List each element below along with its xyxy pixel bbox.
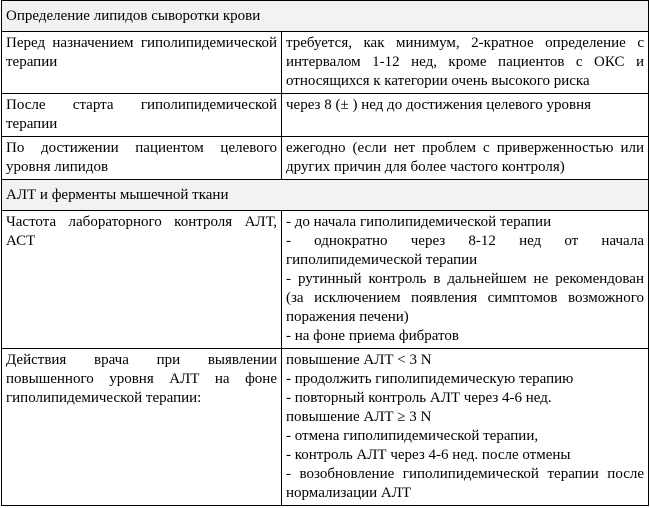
- list-item: - однократно через 8-12 нед от начала гиполипидемической терапии: [286, 233, 644, 268]
- list-item: - до начала гиполипидемической терапии: [286, 214, 552, 230]
- list-item: - контроль АЛТ через 4-6 нед. после отмены: [286, 447, 571, 463]
- table-row: [2, 349, 649, 506]
- row-value-after-start: через 8 (± ) нед до достижения целевого уровня: [282, 94, 649, 137]
- table-row: [2, 137, 649, 180]
- list-item: - на фоне приема фибратов: [286, 328, 459, 344]
- table-row: [2, 211, 649, 349]
- list-item: - повторный контроль АЛТ через 4-6 нед.: [286, 390, 552, 406]
- row-label-after-start: После старта гиполипидемической терапии: [2, 94, 282, 137]
- list-item: повышение АЛТ < 3 N: [286, 352, 432, 368]
- table-row: [2, 94, 649, 137]
- lipid-monitoring-table: [1, 0, 649, 506]
- list-item: - продолжить гиполипидемическую терапию: [286, 371, 574, 387]
- list-item: - рутинный контроль в дальнейшем не рекомендован (за исключением появления симптомов возможного поражения печени): [286, 271, 644, 325]
- row-label-alt-frequency: Частота лабораторного контроля АЛТ, АСТ: [2, 211, 282, 349]
- list-item: - отмена гиполипидемической терапии,: [286, 428, 539, 444]
- section-title-alt: АЛТ и ферменты мышечной ткани: [2, 180, 649, 211]
- row-label-before-therapy: Перед назначением гиполипидемической терапии: [2, 32, 282, 94]
- row-label-target-reached: По достижении пациентом целевого уровня липидов: [2, 137, 282, 180]
- table-row: [2, 32, 649, 94]
- section-title-lipids: Определение липидов сыворотки крови: [2, 1, 649, 32]
- row-value-target-reached: ежегодно (если нет проблем с приверженностью или других причин для более частого контроля): [282, 137, 649, 180]
- row-label-doctor-actions: Действия врача при выявлении повышенного уровня АЛТ на фоне гиполипидемической терапии:: [2, 349, 282, 506]
- row-value-before-therapy: требуется, как минимум, 2-кратное определение с интервалом 1-12 нед, кроме пациентов с ОКС и относящихся к категории очень высокого риска: [282, 32, 649, 94]
- list-item: - возобновление гиполипидемической терапии после нормализации АЛТ: [286, 466, 644, 501]
- list-item: повышение АЛТ ≥ 3 N: [286, 409, 432, 425]
- row-value-alt-frequency: [282, 211, 649, 349]
- row-value-doctor-actions: [282, 349, 649, 506]
